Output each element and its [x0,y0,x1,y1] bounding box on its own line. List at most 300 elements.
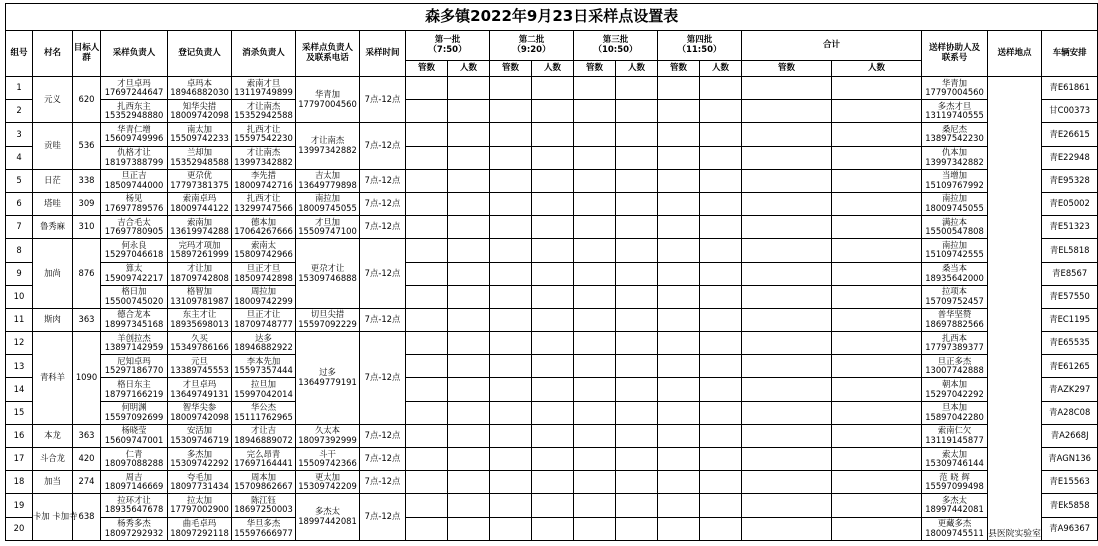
total-people-cell [832,77,922,100]
batch-count-cell [700,146,742,169]
header-batch-2: 第二批 （9:20） [490,31,574,61]
batch-count-cell [574,424,616,447]
total-tubes-cell [742,192,832,215]
table-row [6,448,1098,471]
total-people-cell [832,146,922,169]
vehicle-plate: 青AGN136 [1042,448,1098,471]
table-row [6,378,1098,401]
header-total: 合计 [742,31,922,61]
target-count: 536 [73,123,101,169]
target-count: 638 [73,494,101,540]
site-lead: 华青加 17797004560 [296,77,360,123]
batch-count-cell [658,239,700,262]
sample-lead: 仁青 18097088288 [101,448,168,471]
total-tubes-cell [742,216,832,239]
total-people-cell [832,308,922,331]
delivery-place: 县医院实验室 [988,77,1042,541]
escort: 多杰太 18997442081 [922,494,988,517]
batch-count-cell [532,424,574,447]
sample-lead: 尼知卓玛 15297186770 [101,355,168,378]
header-people: 人数 [448,61,490,77]
register-lead: 格智加 13109781987 [168,285,232,308]
total-tubes-cell [742,494,832,517]
site-lead: 南拉加 18009745055 [296,192,360,215]
batch-count-cell [490,239,532,262]
register-lead: 才旦卓玛 13649749131 [168,378,232,401]
escort: 旦本加 15897042280 [922,401,988,424]
batch-count-cell [448,448,490,471]
table-row [6,355,1098,378]
sampling-time: 7点-12点 [360,239,406,309]
table-row [6,424,1098,447]
batch-count-cell [574,471,616,494]
batch-count-cell [574,192,616,215]
vehicle-plate: 青EC1195 [1042,308,1098,331]
total-people-cell [832,332,922,355]
batch-count-cell [616,123,658,146]
register-lead: 安活加 15309746719 [168,424,232,447]
group-number: 5 [6,169,33,192]
group-number: 18 [6,471,33,494]
batch-count-cell [700,517,742,540]
batch-count-cell [532,401,574,424]
site-lead: 多杰太 18997442081 [296,494,360,540]
site-lead: 切旦尖措 15597092229 [296,308,360,331]
disinfect-lead: 拉旦加 15997042014 [232,378,296,401]
total-tubes-cell [742,448,832,471]
village-name: 卡加 卡加寺 [33,494,73,540]
disinfect-lead: 陈江钰 18697250003 [232,494,296,517]
village-name: 青科羊 [33,332,73,425]
batch-count-cell [658,285,700,308]
sampling-time: 7点-12点 [360,308,406,331]
batch-count-cell [406,517,448,540]
batch-count-cell [616,146,658,169]
register-lead: 多杰加 15309742292 [168,448,232,471]
group-number: 10 [6,285,33,308]
escort: 华青加 17797004560 [922,77,988,100]
batch-count-cell [406,378,448,401]
vehicle-plate: 青E05002 [1042,192,1098,215]
disinfect-lead: 才让南杰 15352942588 [232,100,296,123]
register-lead: 完玛才项加 15897261999 [168,239,232,262]
total-people-cell [832,494,922,517]
header-tubes: 管数 [574,61,616,77]
batch-count-cell [700,471,742,494]
schedule-sheet [5,3,1092,541]
sheet-title: 森多镇2022年9月23日采样点设置表 [6,4,1098,31]
batch-count-cell [658,123,700,146]
target-count: 310 [73,216,101,239]
header-group: 组号 [6,31,33,77]
table-row [6,239,1098,262]
header-disinfect-lead: 消杀负责人 [232,31,296,77]
group-number: 7 [6,216,33,239]
batch-count-cell [448,401,490,424]
batch-count-cell [700,355,742,378]
sampling-time: 7点-12点 [360,448,406,471]
batch-count-cell [448,123,490,146]
batch-count-cell [406,100,448,123]
batch-count-cell [616,517,658,540]
disinfect-lead: 华旦多杰 15597666977 [232,517,296,540]
schedule-body [6,77,1098,541]
escort: 朝本加 15297042292 [922,378,988,401]
batch-count-cell [658,424,700,447]
site-lead: 斗干 15509742366 [296,448,360,471]
batch-count-cell [490,471,532,494]
batch-count-cell [448,146,490,169]
escort: 扎西本 17797389377 [922,332,988,355]
batch-count-cell [700,262,742,285]
batch-count-cell [574,100,616,123]
table-row [6,517,1098,540]
disinfect-lead: 周拉加 18009742299 [232,285,296,308]
sampling-time: 7点-12点 [360,123,406,169]
header-tubes: 管数 [406,61,448,77]
batch-count-cell [490,262,532,285]
total-tubes-cell [742,239,832,262]
batch-count-cell [574,448,616,471]
header-batch-1: 第一批 （7:50） [406,31,490,61]
header-vehicle: 车辆安排 [1042,31,1098,77]
target-count: 274 [73,471,101,494]
vehicle-plate: 青AZK297 [1042,378,1098,401]
sample-lead: 吉合毛太 17697780905 [101,216,168,239]
batch-count-cell [406,424,448,447]
batch-count-cell [406,332,448,355]
batch-count-cell [616,332,658,355]
register-lead: 久买 15349786166 [168,332,232,355]
sampling-time: 7点-12点 [360,494,406,540]
batch-count-cell [616,77,658,100]
disinfect-lead: 索南太 15809742966 [232,239,296,262]
vehicle-plate: 青A96367 [1042,517,1098,540]
escort: 仇本加 13997342882 [922,146,988,169]
register-lead: 智华尖参 18009742098 [168,401,232,424]
target-count: 363 [73,424,101,447]
sample-lead: 格日东主 18797166219 [101,378,168,401]
site-lead: 久太本 18097392999 [296,424,360,447]
escort: 拉项本 15709752457 [922,285,988,308]
register-lead: 东主才让 18935698013 [168,308,232,331]
vehicle-plate: 青E15563 [1042,471,1098,494]
village-name: 加尚 [33,239,73,309]
batch-count-cell [406,192,448,215]
vehicle-plate: 青Ek5858 [1042,494,1098,517]
batch-count-cell [490,378,532,401]
total-people-cell [832,100,922,123]
batch-count-cell [448,424,490,447]
sample-lead: 格日加 15500745020 [101,285,168,308]
sampling-time: 7点-12点 [360,332,406,425]
batch-count-cell [490,355,532,378]
batch-count-cell [532,494,574,517]
vehicle-plate: 青E8567 [1042,262,1098,285]
total-people-cell [832,471,922,494]
group-number: 19 [6,494,33,517]
sample-lead: 杨秀多杰 18097292932 [101,517,168,540]
table-row [6,285,1098,308]
total-people-cell [832,448,922,471]
batch-count-cell [658,378,700,401]
total-people-cell [832,123,922,146]
total-tubes-cell [742,169,832,192]
total-tubes-cell [742,517,832,540]
batch-count-cell [616,285,658,308]
batch-count-cell [532,517,574,540]
batch-count-cell [616,355,658,378]
sampling-time: 7点-12点 [360,471,406,494]
schedule-table [5,3,1098,541]
escort: 满拉本 15500547808 [922,216,988,239]
batch-count-cell [406,146,448,169]
header-village: 村名 [33,31,73,77]
batch-count-cell [490,77,532,100]
batch-count-cell [616,448,658,471]
group-number: 6 [6,192,33,215]
disinfect-lead: 德本加 17064267666 [232,216,296,239]
batch-count-cell [616,471,658,494]
sample-lead: 算太 15909742217 [101,262,168,285]
batch-count-cell [532,285,574,308]
batch-count-cell [574,77,616,100]
batch-count-cell [658,100,700,123]
batch-count-cell [574,146,616,169]
disinfect-lead: 完么昂青 17697164441 [232,448,296,471]
batch-count-cell [616,192,658,215]
batch-count-cell [448,262,490,285]
sample-lead: 才旦卓玛 17697244647 [101,77,168,100]
batch-count-cell [574,355,616,378]
batch-count-cell [532,471,574,494]
batch-count-cell [406,401,448,424]
table-row [6,77,1098,100]
register-lead: 索南加 13619974288 [168,216,232,239]
register-lead: 才让加 18709742808 [168,262,232,285]
disinfect-lead: 华公杰 15111762965 [232,401,296,424]
batch-count-cell [574,332,616,355]
village-name: 贡哇 [33,123,73,169]
header-time: 采样时间 [360,31,406,77]
batch-count-cell [490,448,532,471]
batch-count-cell [700,308,742,331]
header-batch-3: 第三批 （10:50） [574,31,658,61]
group-number: 9 [6,262,33,285]
table-row [6,308,1098,331]
batch-count-cell [616,216,658,239]
batch-count-cell [448,285,490,308]
batch-count-cell [532,192,574,215]
total-people-cell [832,285,922,308]
total-tubes-cell [742,401,832,424]
total-tubes-cell [742,285,832,308]
total-people-cell [832,355,922,378]
group-number: 3 [6,123,33,146]
batch-count-cell [574,216,616,239]
sample-lead: 羊创拉杰 13897142959 [101,332,168,355]
sample-lead: 拉环才让 18935647678 [101,494,168,517]
batch-count-cell [616,262,658,285]
batch-count-cell [574,285,616,308]
escort: 桑尼杰 13897542230 [922,123,988,146]
batch-count-cell [448,100,490,123]
target-count: 876 [73,239,101,309]
disinfect-lead: 扎西才让 13299747566 [232,192,296,215]
sample-lead: 何明渊 15597092699 [101,401,168,424]
batch-count-cell [490,285,532,308]
group-number: 2 [6,100,33,123]
total-people-cell [832,378,922,401]
batch-count-cell [490,424,532,447]
batch-count-cell [616,378,658,401]
batch-count-cell [406,285,448,308]
batch-count-cell [658,448,700,471]
batch-count-cell [490,308,532,331]
batch-count-cell [616,308,658,331]
sample-lead: 杨晓莹 15609747001 [101,424,168,447]
disinfect-lead: 旦正才让 18709748777 [232,308,296,331]
target-count: 363 [73,308,101,331]
total-tubes-cell [742,355,832,378]
register-lead: 南太加 15509742233 [168,123,232,146]
batch-count-cell [448,355,490,378]
header-people: 人数 [532,61,574,77]
vehicle-plate: 青E57550 [1042,285,1098,308]
register-lead: 夸毛加 18097731434 [168,471,232,494]
target-count: 309 [73,192,101,215]
batch-count-cell [490,146,532,169]
batch-count-cell [490,169,532,192]
batch-count-cell [448,494,490,517]
header-people: 人数 [616,61,658,77]
batch-count-cell [616,100,658,123]
table-row [6,100,1098,123]
total-people-cell [832,401,922,424]
batch-count-cell [658,332,700,355]
batch-count-cell [574,378,616,401]
batch-count-cell [616,424,658,447]
register-lead: 元旦 13389745553 [168,355,232,378]
vehicle-plate: 青A28C08 [1042,401,1098,424]
batch-count-cell [700,448,742,471]
village-name: 加当 [33,471,73,494]
register-lead: 知华尖措 18009742098 [168,100,232,123]
batch-count-cell [448,239,490,262]
batch-count-cell [406,308,448,331]
escort: 更藏多杰 18009745511 [922,517,988,540]
batch-count-cell [490,332,532,355]
escort: 桑当本 18935642000 [922,262,988,285]
header-people: 人数 [700,61,742,77]
sample-lead: 扎西东主 15352948880 [101,100,168,123]
vehicle-plate: 甘C00373 [1042,100,1098,123]
batch-count-cell [700,123,742,146]
batch-count-cell [700,192,742,215]
total-tubes-cell [742,332,832,355]
site-lead: 更太加 15309742209 [296,471,360,494]
batch-count-cell [448,169,490,192]
register-lead: 索南卓玛 18009744122 [168,192,232,215]
disinfect-lead: 才让南杰 13997342882 [232,146,296,169]
table-row [6,262,1098,285]
vehicle-plate: 青E51323 [1042,216,1098,239]
total-people-cell [832,192,922,215]
batch-count-cell [658,471,700,494]
batch-count-cell [532,308,574,331]
escort: 旦正多杰 13007742888 [922,355,988,378]
total-tubes-cell [742,123,832,146]
vehicle-plate: 青E65535 [1042,332,1098,355]
sampling-time: 7点-12点 [360,77,406,123]
batch-count-cell [406,123,448,146]
batch-count-cell [448,471,490,494]
table-row [6,169,1098,192]
batch-count-cell [406,448,448,471]
table-row [6,192,1098,215]
village-name: 斯肉 [33,308,73,331]
village-name: 鲁秀麻 [33,216,73,239]
batch-count-cell [532,355,574,378]
header-target: 目标人 群 [73,31,101,77]
disinfect-lead: 李先措 18009742716 [232,169,296,192]
sample-lead: 何永良 15297046618 [101,239,168,262]
vehicle-plate: 青E22948 [1042,146,1098,169]
batch-count-cell [700,378,742,401]
batch-count-cell [532,169,574,192]
sampling-time: 7点-12点 [360,169,406,192]
vehicle-plate: 青E61265 [1042,355,1098,378]
total-tubes-cell [742,146,832,169]
batch-count-cell [574,169,616,192]
escort: 索太加 15309746144 [922,448,988,471]
escort: 多杰才旦 13119740555 [922,100,988,123]
village-name: 塔哇 [33,192,73,215]
batch-count-cell [448,308,490,331]
batch-count-cell [700,169,742,192]
batch-count-cell [406,471,448,494]
batch-count-cell [616,169,658,192]
group-number: 16 [6,424,33,447]
batch-count-cell [532,378,574,401]
escort: 南拉加 18009745055 [922,192,988,215]
batch-count-cell [658,494,700,517]
disinfect-lead: 扎西才让 15597542230 [232,123,296,146]
site-lead: 吉太加 13649779898 [296,169,360,192]
batch-count-cell [406,169,448,192]
group-number: 14 [6,378,33,401]
batch-count-cell [700,332,742,355]
total-tubes-cell [742,262,832,285]
batch-count-cell [658,308,700,331]
disinfect-lead: 才让吉 18946889072 [232,424,296,447]
batch-count-cell [658,401,700,424]
site-lead: 更尕才让 15309746888 [296,239,360,309]
sample-lead: 旦正吉 18509744000 [101,169,168,192]
header-batch-4: 第四批 （11:50） [658,31,742,61]
vehicle-plate: 青A2668J [1042,424,1098,447]
disinfect-lead: 旦正才旦 18509742898 [232,262,296,285]
disinfect-lead: 达多 18946882922 [232,332,296,355]
group-number: 17 [6,448,33,471]
sample-lead: 仇格才让 18197388799 [101,146,168,169]
batch-count-cell [532,262,574,285]
site-lead: 才让南杰 13997342882 [296,123,360,169]
batch-count-cell [574,262,616,285]
batch-count-cell [406,355,448,378]
batch-count-cell [532,332,574,355]
batch-count-cell [700,424,742,447]
